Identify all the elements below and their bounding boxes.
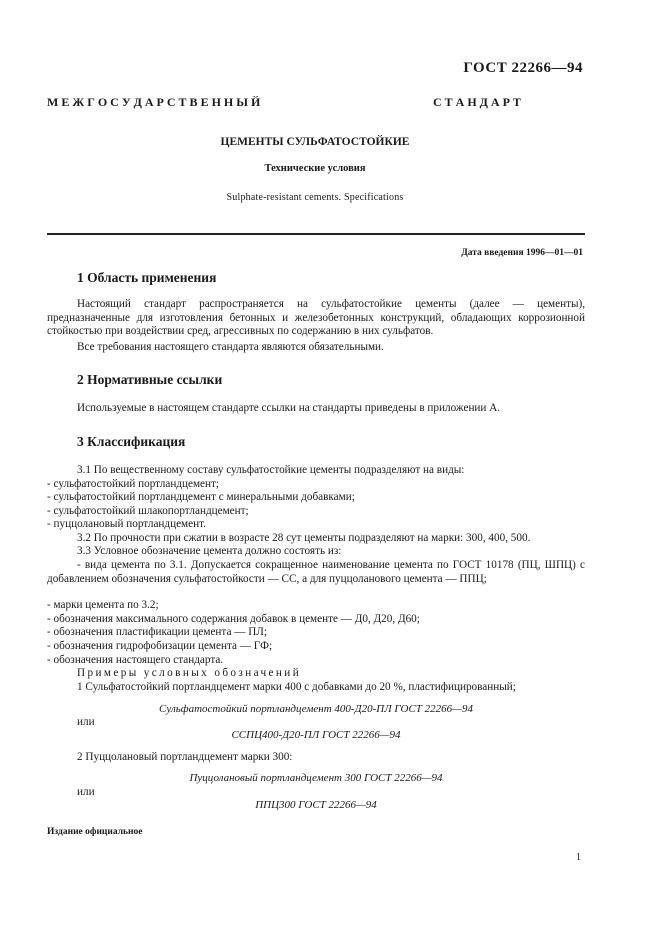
section-1-heading: 1 Область применения xyxy=(77,270,217,285)
page-number: 1 xyxy=(576,852,581,863)
clause-3-1: 3.1 По вещественному составу сульфатостойкие цементы подразделяют на виды: xyxy=(77,464,465,476)
example-1-designation-full: Сульфатостойкий портландцемент 400-Д20-ПЛ ГОСТ 22266—94 xyxy=(159,703,473,715)
list-item: - обозначения пластификации цемента — ПЛ; xyxy=(47,626,267,638)
list-item: - сульфатостойкий шлакопортландцемент; xyxy=(47,505,249,517)
document-title: ЦЕМЕНТЫ СУЛЬФАТОСТОЙКИЕ xyxy=(220,136,410,148)
standard-word: С Т А Н Д А Р Т xyxy=(433,95,521,109)
section-3-heading: 3 Классификация xyxy=(77,434,186,449)
example-2-designation-short: ППЦ300 ГОСТ 22266—94 xyxy=(255,799,377,811)
header-divider xyxy=(47,233,585,235)
official-edition-note: Издание официальное xyxy=(47,827,143,837)
clause-3-3: 3.3 Условное обозначение цемента должно состоять из: xyxy=(77,545,342,557)
examples-heading: Примеры условных обозначений xyxy=(77,667,302,679)
interstate-word: М Е Ж Г О С У Д А Р С Т В Е Н Н Ы Й xyxy=(47,95,261,109)
introduction-date: Дата введения 1996—01—01 xyxy=(461,248,583,258)
english-title: Sulphate-resistant cements. Specifications xyxy=(226,192,404,203)
section-2-paragraph-1: Используемые в настоящем стандарте ссылки на стандарты приведены в приложении А. xyxy=(77,402,501,414)
or-label: или xyxy=(77,716,95,728)
list-item: - пуццолановый портландцемент. xyxy=(47,518,206,530)
section-2-heading: 2 Нормативные ссылки xyxy=(77,372,223,387)
example-2-designation-full: Пуццолановый портландцемент 300 ГОСТ 22266—94 xyxy=(189,772,443,784)
section-1-paragraph-2: Все требования настоящего стандарта являются обязательными. xyxy=(77,341,384,353)
section-1-paragraph-1: Настоящий стандарт распространяется на сульфатостойкие цементы (далее — цементы), предназначенные для изготовления бетонных и железобетонных конструкций, обладающих коррозионной стойкостью при воздействии сред, агрессивных по содержанию в них сульфатов. xyxy=(47,298,585,337)
document-subtitle: Технические условия xyxy=(264,163,366,174)
standard-number: ГОСТ 22266—94 xyxy=(463,60,583,76)
example-1-designation-short: ССПЦ400-Д20-ПЛ ГОСТ 22266—94 xyxy=(231,729,401,741)
list-item: - обозначения максимального содержания добавок в цементе — Д0, Д20, Д60; xyxy=(47,613,420,625)
interstate-standard-banner xyxy=(47,95,583,110)
list-item: - вида цемента по 3.1. Допускается сокращенное наименование цемента по ГОСТ 10178 (ПЦ, ШПЦ) с добавлением обозначения сульфатостойкости — СС, а для пуццоланового цемента — ППЦ; xyxy=(47,559,585,585)
clause-3-2: 3.2 По прочности при сжатии в возрасте 28 сут цементы подразделяют на марки: 300, 400, 500. xyxy=(77,532,531,544)
list-item: - обозначения гидрофобизации цемента — ГФ; xyxy=(47,640,273,652)
or-label: или xyxy=(77,786,95,798)
list-item: - сульфатостойкий портландцемент с минеральными добавками; xyxy=(47,491,355,503)
example-1: 1 Сульфатостойкий портландцемент марки 400 с добавками до 20 %, пластифицированный; xyxy=(77,681,516,693)
list-item: - обозначения настоящего стандарта. xyxy=(47,654,224,666)
list-item: - сульфатостойкий портландцемент; xyxy=(47,478,220,490)
list-item: - марки цемента по 3.2; xyxy=(47,599,159,611)
example-2: 2 Пуццолановый портландцемент марки 300: xyxy=(77,751,293,763)
